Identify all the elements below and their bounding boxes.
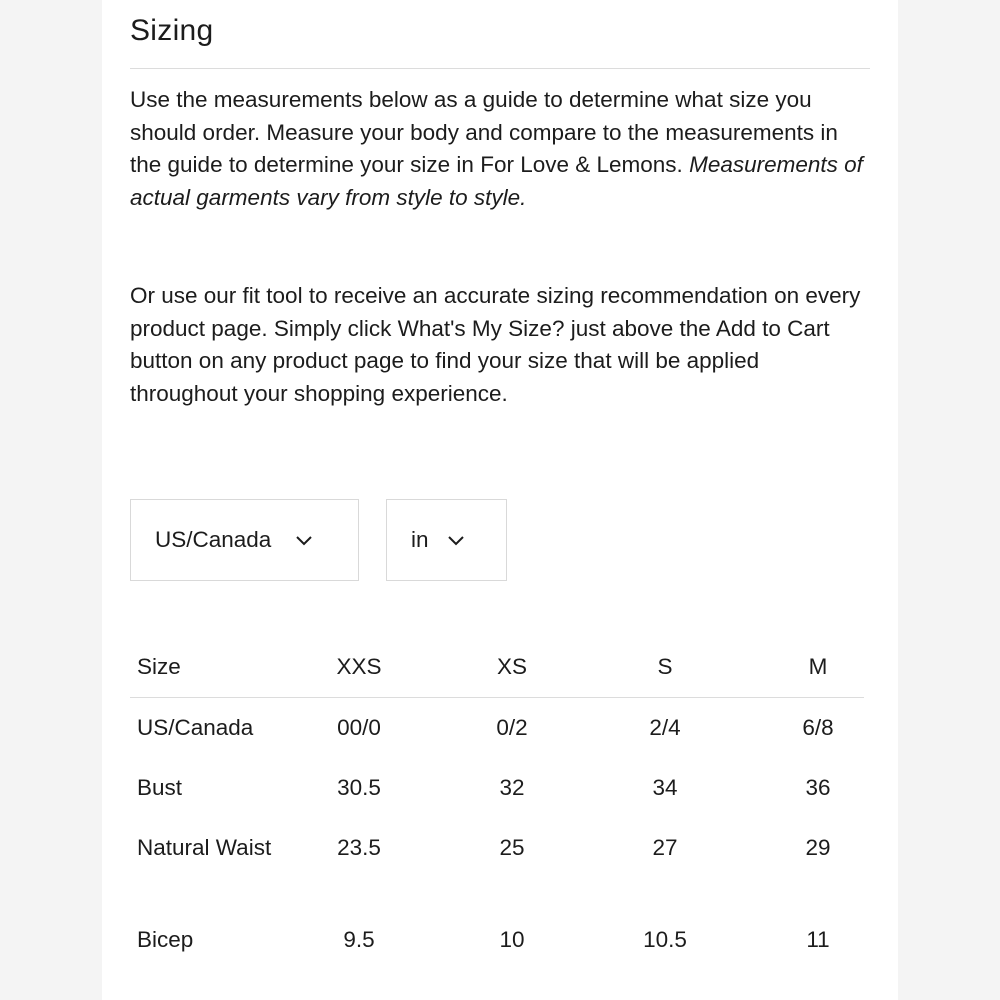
table-header-cell: XXS: [336, 654, 382, 679]
table-cell: 36: [805, 775, 831, 800]
intro-paragraph: [130, 84, 865, 214]
table-cell: 11: [806, 927, 830, 952]
table-cell: 27: [652, 835, 678, 860]
chevron-down-icon: [447, 534, 465, 546]
table-header-cell: XS: [496, 654, 527, 679]
table-cell: 10: [499, 927, 525, 952]
table-cell: 9.5: [343, 927, 375, 952]
page-title: Sizing: [130, 14, 214, 47]
table-header-cell: Size: [137, 654, 181, 679]
table-header-divider: [130, 697, 864, 698]
table-cell: 0/2: [496, 715, 528, 740]
table-cell: 10.5: [643, 927, 687, 952]
unit-select[interactable]: [386, 499, 507, 581]
region-select[interactable]: [130, 499, 359, 581]
table-header-cell: M: [808, 654, 828, 679]
table-cell: 23.5: [337, 835, 381, 860]
table-cell: 32: [499, 775, 525, 800]
table-row-label: Bicep: [137, 927, 194, 952]
table-header-cell: S: [657, 654, 673, 679]
table-cell: 34: [652, 775, 678, 800]
table-row-label: Natural Waist: [137, 835, 272, 860]
unit-select-value: in: [411, 527, 429, 552]
table-row-label: Bust: [137, 775, 183, 800]
table-row-label: US/Canada: [137, 715, 254, 740]
fit-tool-paragraph: Or use our fit tool to receive an accurate sizing recommendation on every product page. Simply click What's My Size? just above the Add to Cart button on any product page to find your size that will be applied throughout your shopping experience.: [130, 283, 861, 406]
table-cell: 30.5: [337, 775, 381, 800]
intro-text: Use the measurements below as a guide to determine what size you should order. Measure your body and compare to the measurements in the guide to determine your size in For Love & Lemons.: [130, 87, 838, 177]
region-select-value: US/Canada: [155, 527, 272, 552]
table-cell: 00/0: [337, 715, 381, 740]
chevron-down-icon: [295, 534, 313, 546]
intro-italic-note: Measurements of actual garments vary from style to style.: [130, 152, 863, 210]
table-cell: 2/4: [649, 715, 681, 740]
table-cell: 25: [499, 835, 525, 860]
title-divider: [130, 68, 870, 69]
table-cell: 29: [805, 835, 831, 860]
table-cell: 6/8: [802, 715, 834, 740]
